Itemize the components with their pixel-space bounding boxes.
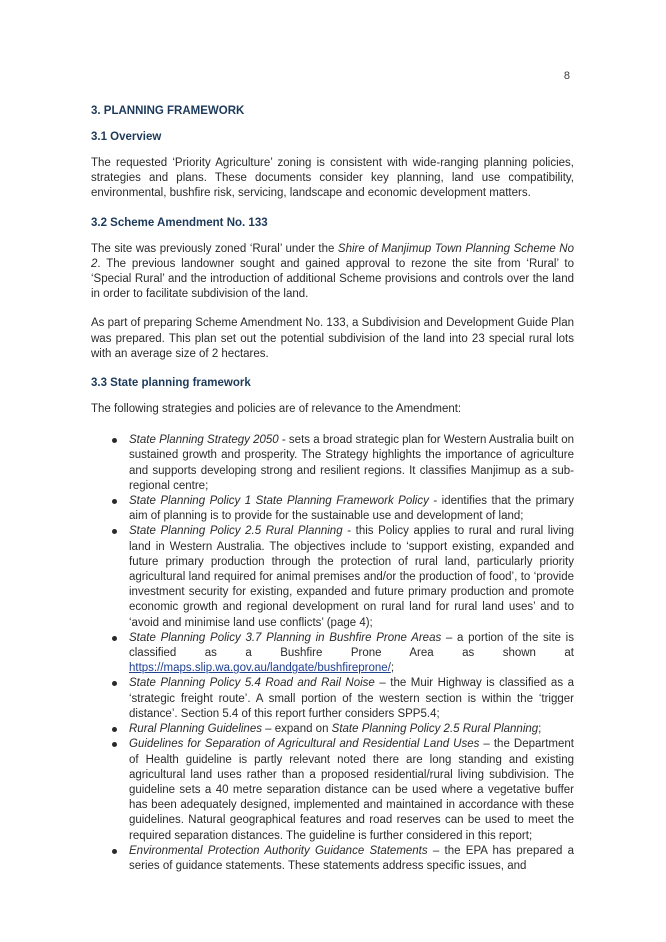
bushfire-map-link[interactable]: https://maps.slip.wa.gov.au/landgate/bushfireprone/ [129, 662, 391, 675]
list-item: Guidelines for Separation of Agricultural and Residential Land Uses – the Department of Health guideline is partly relevant noted there are long standing and existing agricultural land uses rather than a proposed residential/rural living subdivision. The guideline sets a 40 metre separation distance can be used where a vegetative buffer has been adequately designed, implemented and maintained in accordance with these guidelines. Natural geographical features and road reserves can be used to meet the required separation distances. The guideline is further considered in this report; [91, 737, 574, 843]
bullet-icon [112, 499, 117, 504]
overview-paragraph: The requested ‘Priority Agriculture’ zoning is consistent with wide-ranging planning policies, strategies and plans. These documents consider key planning, land use compatibility, environmental, bushfire risk, servicing, landscape and economic development matters. [91, 157, 574, 200]
list-item: State Planning Policy 5.4 Road and Rail Noise – the Muir Highway is classified as a ‘strategic freight route’. A small portion of the western section is within the ‘trigger distance’. Section 5.4 of this report further considers SPP5.4; [91, 676, 574, 722]
scheme-amendment-paragraph-2: As part of preparing Scheme Amendment No. 133, a Subdivision and Development Guide Plan was prepared. This plan set out the potential subdivision of the land into 23 special rural lots with an average size of 2 hectares. [91, 317, 574, 360]
list-item: State Planning Policy 2.5 Rural Planning - this Policy applies to rural and rural living land in Western Australia. The objectives include to ‘support existing, expanded and future primary production through the protection of rural land, particularly priority agricultural land required for animal premises and/or the production of food’, to ‘provide investment security for existing, expanded and future primary production and promote economic growth and regional development on rural land for rural land uses’ and to ‘avoid and minimise land use conflicts’ (page 4); [91, 524, 574, 630]
list-item: State Planning Policy 1 State Planning Framework Policy - identifies that the primary aim of planning is to provide for the sustainable use and development of land; [91, 494, 574, 524]
bullet-icon [112, 727, 117, 732]
bullet-icon [112, 849, 117, 854]
bullet-icon [112, 681, 117, 686]
bullet-icon [112, 438, 117, 443]
overview-heading: 3.1 Overview [91, 131, 162, 143]
scheme-amendment-heading: 3.2 Scheme Amendment No. 133 [91, 216, 268, 229]
list-item: Rural Planning Guidelines – expand on State Planning Policy 2.5 Rural Planning; [91, 722, 574, 737]
page-number: 8 [563, 70, 570, 82]
bullet-icon [112, 742, 117, 747]
bullet-icon [112, 636, 117, 641]
policy-list [91, 433, 574, 874]
section-heading: 3. PLANNING FRAMEWORK [91, 105, 245, 117]
state-planning-intro: The following strategies and policies are of relevance to the Amendment: [91, 403, 462, 416]
list-item: Environmental Protection Authority Guidance Statements – the EPA has prepared a series of guidance statements. These statements address specific issues, and [91, 844, 574, 874]
bullet-icon [112, 529, 117, 534]
list-item: State Planning Strategy 2050 - sets a broad strategic plan for Western Australia built on sustained growth and prosperity. The Strategy highlights the importance of agriculture and supports developing strong and resilient regions. It classifies Manjimup as a sub-regional centre; [91, 433, 574, 494]
state-planning-heading: 3.3 State planning framework [91, 377, 251, 390]
scheme-amendment-paragraph-1: The site was previously zoned ‘Rural’ under the Shire of Manjimup Town Planning Scheme No 2. The previous landowner sought and gained approval to rezone the site from ‘Rural’ to ‘Special Rural’ and the introduction of additional Scheme provisions and controls over the land in order to facilitate subdivision of the land. [91, 242, 574, 301]
list-item: State Planning Policy 3.7 Planning in Bushfire Prone Areas – a portion of the site is classified as a Bushfire Prone Area as shown at https://maps.slip.wa.gov.au/landgate/bushfireprone/; [91, 631, 574, 677]
document-body [91, 104, 574, 874]
